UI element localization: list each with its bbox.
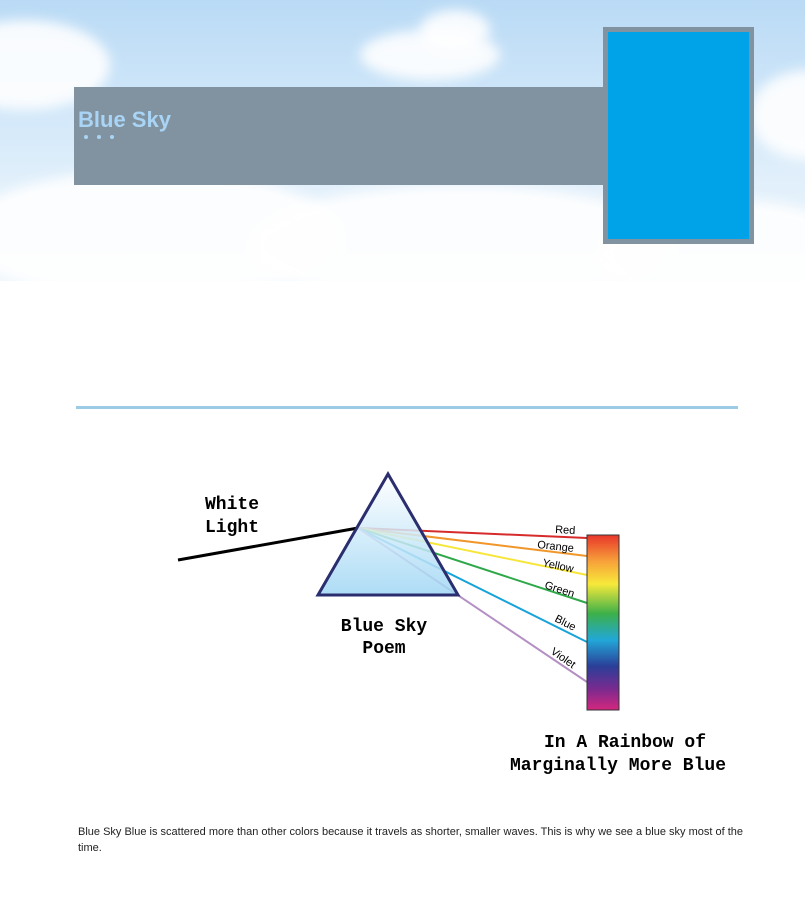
divider-line <box>76 406 738 409</box>
prism-diagram <box>150 460 750 790</box>
spectrum-bar <box>587 535 619 710</box>
ray-label-blue: Blue <box>552 612 578 634</box>
ellipsis-dots <box>84 135 114 139</box>
ray-label-violet: Violet <box>548 645 578 672</box>
caption-paragraph: Blue Sky Blue is scattered more than other colors because it travels as shorter, smaller waves. This is why we see a blue sky most of the time. <box>78 826 743 854</box>
white-light-label-line2: Light <box>205 518 260 538</box>
ray-label-red: Red <box>554 524 576 538</box>
ray-label-yellow: Yellow <box>541 557 575 576</box>
rainbow-label-line2: Marginally More Blue <box>509 756 727 776</box>
hero-sky-banner <box>0 0 805 281</box>
white-light-label-line1: White <box>205 495 260 515</box>
rainbow-label-line1: In A Rainbow of <box>543 733 707 753</box>
title-bar <box>74 87 606 185</box>
prism-label-line2: Poem <box>362 639 406 659</box>
ray-label-orange: Orange <box>536 539 575 555</box>
image-placeholder <box>603 27 754 244</box>
prism-label-line1: Blue Sky <box>340 617 428 637</box>
prism-triangle <box>318 474 458 595</box>
ray-label-green: Green <box>543 579 576 601</box>
page-title: Blue Sky <box>78 107 171 132</box>
